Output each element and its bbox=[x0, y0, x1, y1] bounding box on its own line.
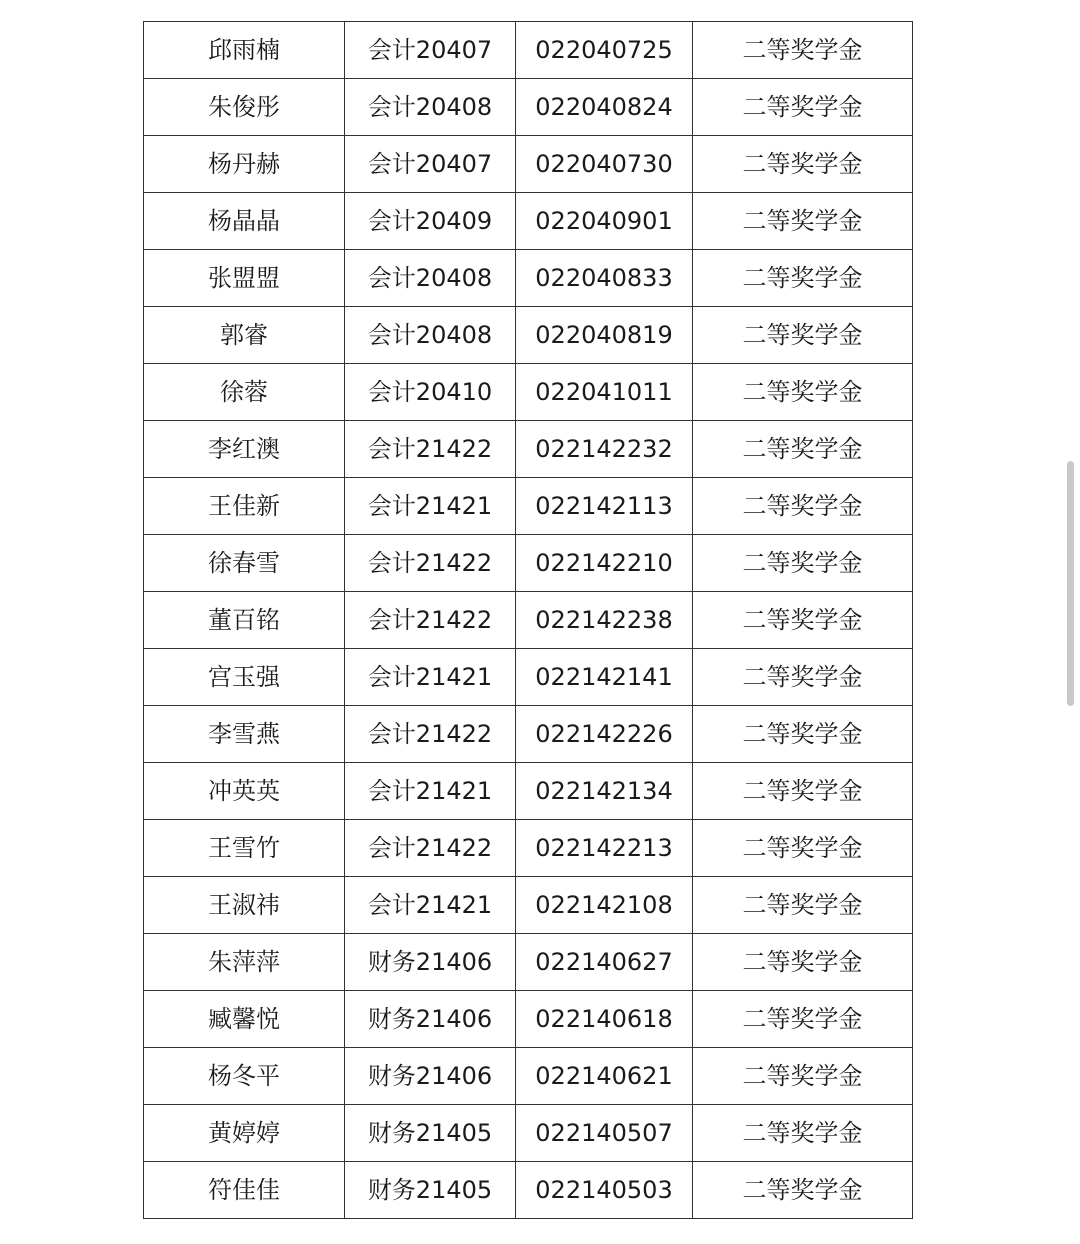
table-row bbox=[144, 706, 913, 763]
student-id-cell: 022142141 bbox=[516, 649, 693, 706]
class-cell: 会计21421 bbox=[345, 478, 516, 535]
student-name-cell: 王淑祎 bbox=[144, 877, 345, 934]
award-cell: 二等奖学金 bbox=[693, 820, 913, 877]
award-cell: 二等奖学金 bbox=[693, 592, 913, 649]
award-cell: 二等奖学金 bbox=[693, 763, 913, 820]
student-name-cell: 王雪竹 bbox=[144, 820, 345, 877]
table-row bbox=[144, 820, 913, 877]
class-cell: 会计20408 bbox=[345, 79, 516, 136]
student-id-cell: 022040901 bbox=[516, 193, 693, 250]
student-id-cell: 022140507 bbox=[516, 1105, 693, 1162]
student-id-cell: 022142213 bbox=[516, 820, 693, 877]
student-name-cell: 李红澳 bbox=[144, 421, 345, 478]
table-row bbox=[144, 649, 913, 706]
table-row bbox=[144, 421, 913, 478]
student-id-cell: 022040824 bbox=[516, 79, 693, 136]
award-cell: 二等奖学金 bbox=[693, 22, 913, 79]
student-id-cell: 022142226 bbox=[516, 706, 693, 763]
award-cell: 二等奖学金 bbox=[693, 706, 913, 763]
award-cell: 二等奖学金 bbox=[693, 250, 913, 307]
award-cell: 二等奖学金 bbox=[693, 79, 913, 136]
class-cell: 会计21421 bbox=[345, 877, 516, 934]
table-row bbox=[144, 136, 913, 193]
table-row bbox=[144, 1105, 913, 1162]
student-id-cell: 022140627 bbox=[516, 934, 693, 991]
table-row bbox=[144, 22, 913, 79]
table-body bbox=[144, 22, 913, 1219]
table-row bbox=[144, 193, 913, 250]
class-cell: 会计20408 bbox=[345, 250, 516, 307]
award-cell: 二等奖学金 bbox=[693, 991, 913, 1048]
student-id-cell: 022142108 bbox=[516, 877, 693, 934]
student-name-cell: 王佳新 bbox=[144, 478, 345, 535]
table-row bbox=[144, 1048, 913, 1105]
student-name-cell: 徐春雪 bbox=[144, 535, 345, 592]
award-cell: 二等奖学金 bbox=[693, 934, 913, 991]
vertical-scrollbar[interactable] bbox=[1067, 461, 1074, 706]
award-cell: 二等奖学金 bbox=[693, 649, 913, 706]
student-id-cell: 022140618 bbox=[516, 991, 693, 1048]
student-id-cell: 022142232 bbox=[516, 421, 693, 478]
award-cell: 二等奖学金 bbox=[693, 1162, 913, 1219]
student-id-cell: 022041011 bbox=[516, 364, 693, 421]
table-row bbox=[144, 592, 913, 649]
award-cell: 二等奖学金 bbox=[693, 136, 913, 193]
class-cell: 财务21406 bbox=[345, 934, 516, 991]
class-cell: 会计21421 bbox=[345, 649, 516, 706]
student-name-cell: 符佳佳 bbox=[144, 1162, 345, 1219]
student-name-cell: 杨晶晶 bbox=[144, 193, 345, 250]
class-cell: 会计20409 bbox=[345, 193, 516, 250]
student-id-cell: 022040833 bbox=[516, 250, 693, 307]
class-cell: 财务21405 bbox=[345, 1105, 516, 1162]
award-cell: 二等奖学金 bbox=[693, 193, 913, 250]
class-cell: 会计20407 bbox=[345, 22, 516, 79]
table-row bbox=[144, 307, 913, 364]
student-id-cell: 022040725 bbox=[516, 22, 693, 79]
class-cell: 会计21421 bbox=[345, 763, 516, 820]
table-row bbox=[144, 478, 913, 535]
award-cell: 二等奖学金 bbox=[693, 421, 913, 478]
class-cell: 会计21422 bbox=[345, 421, 516, 478]
student-id-cell: 022142210 bbox=[516, 535, 693, 592]
student-name-cell: 邱雨楠 bbox=[144, 22, 345, 79]
award-cell: 二等奖学金 bbox=[693, 535, 913, 592]
table-row bbox=[144, 79, 913, 136]
student-name-cell: 李雪燕 bbox=[144, 706, 345, 763]
student-id-cell: 022040819 bbox=[516, 307, 693, 364]
student-name-cell: 黄婷婷 bbox=[144, 1105, 345, 1162]
table-row bbox=[144, 763, 913, 820]
award-cell: 二等奖学金 bbox=[693, 478, 913, 535]
student-name-cell: 杨冬平 bbox=[144, 1048, 345, 1105]
class-cell: 财务21405 bbox=[345, 1162, 516, 1219]
class-cell: 会计20407 bbox=[345, 136, 516, 193]
class-cell: 会计21422 bbox=[345, 706, 516, 763]
table-row bbox=[144, 535, 913, 592]
student-name-cell: 郭睿 bbox=[144, 307, 345, 364]
table-row bbox=[144, 877, 913, 934]
student-name-cell: 宫玉强 bbox=[144, 649, 345, 706]
student-name-cell: 朱俊彤 bbox=[144, 79, 345, 136]
student-name-cell: 冲英英 bbox=[144, 763, 345, 820]
student-id-cell: 022040730 bbox=[516, 136, 693, 193]
award-cell: 二等奖学金 bbox=[693, 1048, 913, 1105]
class-cell: 财务21406 bbox=[345, 1048, 516, 1105]
student-id-cell: 022140621 bbox=[516, 1048, 693, 1105]
class-cell: 会计21422 bbox=[345, 535, 516, 592]
table-row bbox=[144, 991, 913, 1048]
award-cell: 二等奖学金 bbox=[693, 1105, 913, 1162]
class-cell: 财务21406 bbox=[345, 991, 516, 1048]
student-id-cell: 022142238 bbox=[516, 592, 693, 649]
student-name-cell: 张盟盟 bbox=[144, 250, 345, 307]
table-row bbox=[144, 1162, 913, 1219]
class-cell: 会计21422 bbox=[345, 592, 516, 649]
student-name-cell: 徐蓉 bbox=[144, 364, 345, 421]
class-cell: 会计20408 bbox=[345, 307, 516, 364]
table-row bbox=[144, 250, 913, 307]
table-row bbox=[144, 364, 913, 421]
table-row bbox=[144, 934, 913, 991]
student-name-cell: 杨丹赫 bbox=[144, 136, 345, 193]
student-name-cell: 朱萍萍 bbox=[144, 934, 345, 991]
student-name-cell: 董百铭 bbox=[144, 592, 345, 649]
scholarship-table bbox=[143, 21, 913, 1219]
award-cell: 二等奖学金 bbox=[693, 364, 913, 421]
student-name-cell: 臧馨悦 bbox=[144, 991, 345, 1048]
student-id-cell: 022140503 bbox=[516, 1162, 693, 1219]
class-cell: 会计21422 bbox=[345, 820, 516, 877]
class-cell: 会计20410 bbox=[345, 364, 516, 421]
award-cell: 二等奖学金 bbox=[693, 307, 913, 364]
award-cell: 二等奖学金 bbox=[693, 877, 913, 934]
student-id-cell: 022142134 bbox=[516, 763, 693, 820]
student-id-cell: 022142113 bbox=[516, 478, 693, 535]
